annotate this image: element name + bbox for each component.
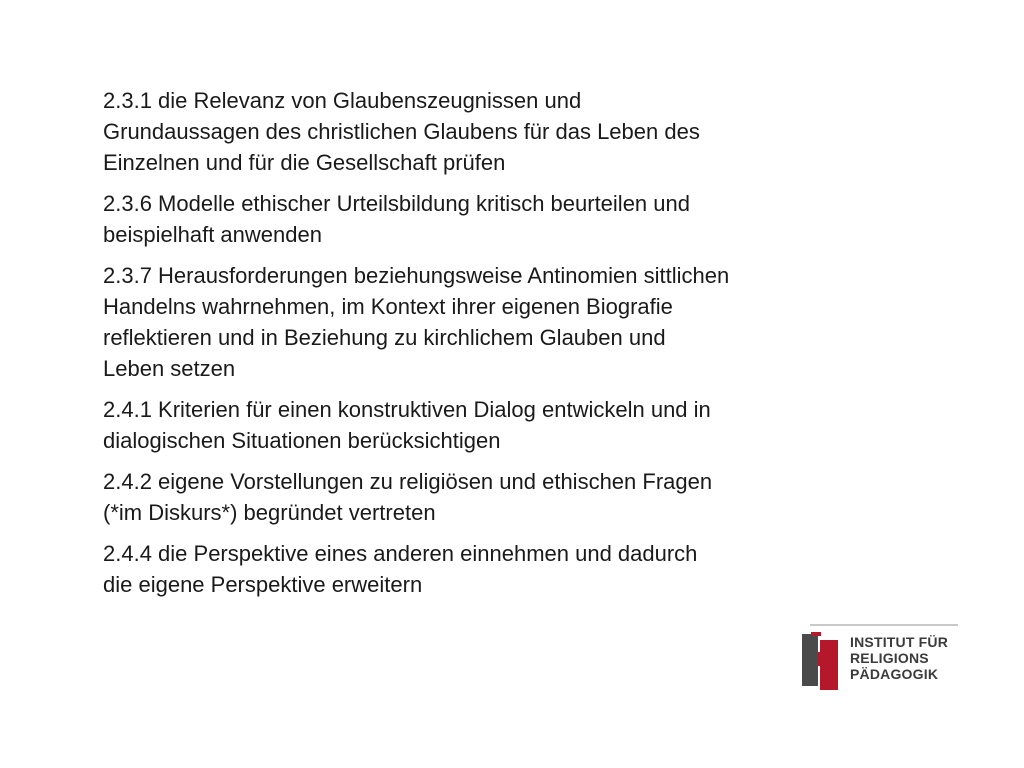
competency-item-2-4-2: 2.4.2 eigene Vorstellungen zu religiösen und ethischen Fragen (*im Diskurs*) begründet vertreten xyxy=(103,469,713,525)
logo-text-line-2: RELIGIONS xyxy=(850,650,929,666)
competency-item-2-3-1: 2.3.1 die Relevanz von Glaubenszeugnissen und Grundaussagen des christlichen Glaubens für das Leben des Einzelnen und für die Gesellschaft prüfen xyxy=(103,88,700,175)
logo-mark-icon xyxy=(802,628,840,692)
competency-item-2-3-6: 2.3.6 Modelle ethischer Urteilsbildung kritisch beurteilen und beispielhaft anwenden xyxy=(103,191,690,247)
logo-text xyxy=(850,634,948,682)
competency-list xyxy=(103,85,863,610)
competency-item-2-4-4: 2.4.4 die Perspektive eines anderen einnehmen und dadurch die eigene Perspektive erweitern xyxy=(103,541,698,597)
logo-text-line-3: PÄDAGOGIK xyxy=(850,666,939,682)
logo-divider-line xyxy=(810,624,958,626)
institute-logo xyxy=(802,624,962,694)
competency-item-2-3-7: 2.3.7 Herausforderungen beziehungsweise Antinomien sittlichen Handelns wahrnehmen, im Kontext ihrer eigenen Biografie reflektieren und in Beziehung zu kirchlichem Glauben und Leben setzen xyxy=(103,263,730,381)
logo-text-line-1: INSTITUT FÜR xyxy=(850,634,949,650)
competency-item-2-4-1: 2.4.1 Kriterien für einen konstruktiven Dialog entwickeln und in dialogischen Situationen berücksichtigen xyxy=(103,397,711,453)
